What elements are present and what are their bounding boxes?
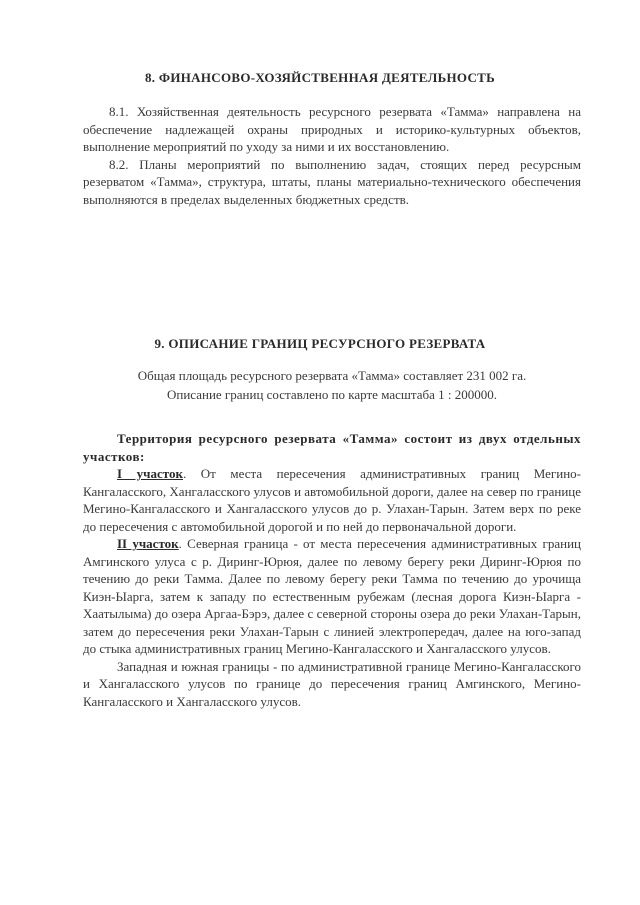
scale-line: Описание границ составлено по карте масштаба 1 : 200000.	[167, 387, 497, 402]
west-south-paragraph: Западная и южная границы - по административной границе Мегино-Кангаласского и Хангаласского улусов по границе до пересечения границ Амгинского, Мегино-Кангаласского и Хангаласского улусов.	[83, 658, 581, 709]
part-2-text: . Северная граница - от места пересечения административных границ Амгинского улуса с р. Диринг-Юрюя, далее по левому берегу реки Диринг-Юрюя по течению до реки Тамма. Далее по левому берегу реки Тамма по течению до урочища Киэн-Ыарга, затем к западу по естественным рубежам (лесная дорога Киэн-Ыарга - Хаатылыма) до озера Аргаа-Бэрэ, далее с северной стороны озера до реки Улахан-Тарын, затем до пересечения реки Улахан-Тарын с линией электропередач, далее на юго-запад до стыка административных границ Мегино-Кангаласского и Хангаласского улусов.	[83, 536, 581, 656]
part-1-label: I участок	[117, 466, 183, 481]
part-2-paragraph	[83, 535, 581, 658]
section-8-body	[83, 103, 581, 208]
part-2-label: II участок	[117, 536, 179, 551]
part-1-paragraph	[83, 465, 581, 535]
part-1-text: . От места пересечения административных границ Мегино-Кангаласского, Хангаласского улусов и автомобильной дороги, далее на север по границе Мегино-Кангаласского и Хангаласского улусов до р. Улахан-Тарын. Затем верх по реке до пересечения с автомобильной дорогой и по ней до первоначальной дороги.	[83, 466, 581, 534]
paragraph-8-1: 8.1. Хозяйственная деятельность ресурсного резервата «Тамма» направлена на обеспечение надлежащей охраны природных и историко-культурных объектов, выполнение мероприятий по уходу за ними и их восстановлению.	[83, 104, 581, 154]
section-9-intro	[83, 366, 581, 404]
area-line: Общая площадь ресурсного резервата «Тамма» составляет 231 002 га.	[137, 368, 527, 383]
paragraph-8-2: 8.2. Планы мероприятий по выполнению задач, стоящих перед ресурсным резерватом «Тамма», структура, штаты, планы материально-технического обеспечения выполняются в пределах выделенных бюджетных средств.	[83, 156, 581, 207]
section-9-body	[83, 430, 581, 710]
section-8-heading: 8. ФИНАНСОВО-ХОЗЯЙСТВЕННАЯ ДЕЯТЕЛЬНОСТЬ	[144, 70, 496, 85]
territory-intro: Территория ресурсного резервата «Тамма» состоит из двух отдельных участков:	[83, 431, 581, 464]
section-9-heading: 9. ОПИСАНИЕ ГРАНИЦ РЕСУРСНОГО РЕЗЕРВАТА	[154, 336, 486, 351]
